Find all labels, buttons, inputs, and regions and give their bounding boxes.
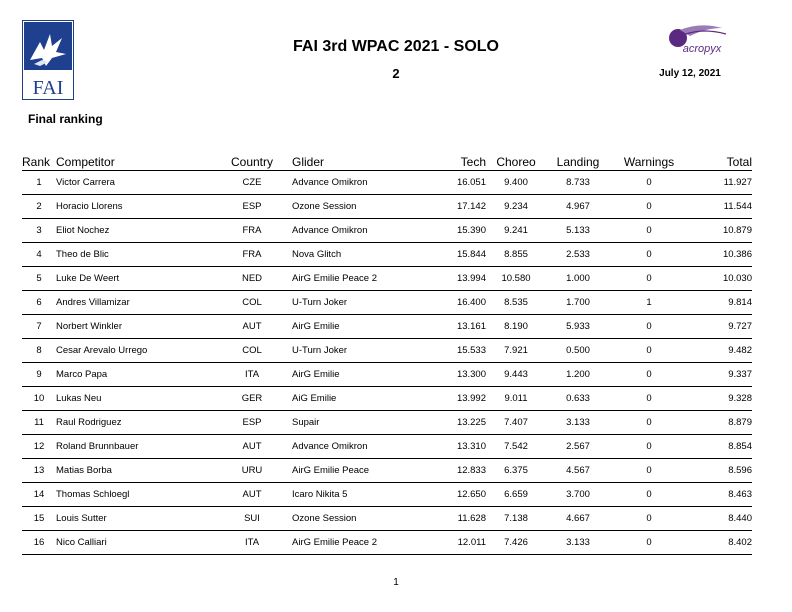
- ranking-body: [22, 171, 752, 555]
- table-row: [22, 411, 752, 435]
- cell-competitor: Marco Papa: [56, 363, 212, 387]
- cell-choreo: 7.138: [486, 507, 546, 531]
- cell-warnings: 0: [610, 507, 688, 531]
- cell-tech: 12.650: [408, 483, 486, 507]
- col-header-competitor: Competitor: [56, 155, 212, 171]
- cell-warnings: 0: [610, 315, 688, 339]
- cell-warnings: 0: [610, 435, 688, 459]
- table-row: [22, 219, 752, 243]
- cell-warnings: 0: [610, 339, 688, 363]
- cell-tech: 16.051: [408, 171, 486, 195]
- cell-choreo: 7.426: [486, 531, 546, 555]
- cell-rank: 9: [22, 363, 56, 387]
- col-header-landing: Landing: [546, 155, 610, 171]
- cell-landing: 3.133: [546, 531, 610, 555]
- cell-country: ITA: [212, 363, 292, 387]
- acropyx-logo: [660, 22, 740, 62]
- cell-landing: 2.533: [546, 243, 610, 267]
- cell-tech: 13.310: [408, 435, 486, 459]
- cell-tech: 12.011: [408, 531, 486, 555]
- cell-country: ESP: [212, 195, 292, 219]
- cell-glider: AirG Emilie Peace 2: [292, 267, 408, 291]
- cell-choreo: 6.659: [486, 483, 546, 507]
- cell-total: 8.879: [688, 411, 752, 435]
- cell-landing: 4.967: [546, 195, 610, 219]
- cell-landing: 5.933: [546, 315, 610, 339]
- cell-warnings: 0: [610, 411, 688, 435]
- cell-rank: 15: [22, 507, 56, 531]
- cell-warnings: 0: [610, 171, 688, 195]
- col-header-total: Total: [688, 155, 752, 171]
- cell-glider: AirG Emilie Peace: [292, 459, 408, 483]
- cell-glider: Ozone Session: [292, 195, 408, 219]
- cell-competitor: Louis Sutter: [56, 507, 212, 531]
- cell-total: 8.854: [688, 435, 752, 459]
- acropyx-logo-text: acropyx: [682, 43, 722, 55]
- cell-competitor: Norbert Winkler: [56, 315, 212, 339]
- fai-logo: [22, 20, 74, 100]
- cell-tech: 13.992: [408, 387, 486, 411]
- cell-total: 8.402: [688, 531, 752, 555]
- fai-logo-text: FAI: [32, 77, 64, 99]
- cell-glider: U-Turn Joker: [292, 291, 408, 315]
- cell-rank: 8: [22, 339, 56, 363]
- cell-rank: 6: [22, 291, 56, 315]
- cell-warnings: 0: [610, 267, 688, 291]
- round-number: 2: [392, 66, 400, 81]
- cell-glider: Supair: [292, 411, 408, 435]
- cell-country: AUT: [212, 315, 292, 339]
- cell-country: SUI: [212, 507, 292, 531]
- cell-total: 9.727: [688, 315, 752, 339]
- table-row: [22, 267, 752, 291]
- cell-rank: 3: [22, 219, 56, 243]
- col-header-glider: Glider: [292, 155, 408, 171]
- cell-tech: 17.142: [408, 195, 486, 219]
- cell-rank: 5: [22, 267, 56, 291]
- cell-glider: AirG Emilie: [292, 315, 408, 339]
- cell-total: 10.030: [688, 267, 752, 291]
- cell-competitor: Nico Calliari: [56, 531, 212, 555]
- cell-glider: AirG Emilie Peace 2: [292, 531, 408, 555]
- table-row: [22, 531, 752, 555]
- cell-tech: 15.844: [408, 243, 486, 267]
- cell-glider: Nova Glitch: [292, 243, 408, 267]
- cell-total: 11.544: [688, 195, 752, 219]
- cell-landing: 1.200: [546, 363, 610, 387]
- cell-competitor: Victor Carrera: [56, 171, 212, 195]
- cell-competitor: Thomas Schloegl: [56, 483, 212, 507]
- cell-choreo: 9.400: [486, 171, 546, 195]
- cell-rank: 1: [22, 171, 56, 195]
- cell-competitor: Matias Borba: [56, 459, 212, 483]
- cell-total: 8.596: [688, 459, 752, 483]
- cell-choreo: 8.855: [486, 243, 546, 267]
- cell-warnings: 1: [610, 291, 688, 315]
- cell-glider: Advance Omikron: [292, 171, 408, 195]
- cell-rank: 7: [22, 315, 56, 339]
- cell-competitor: Raul Rodriguez: [56, 411, 212, 435]
- cell-competitor: Andres Villamizar: [56, 291, 212, 315]
- cell-warnings: 0: [610, 531, 688, 555]
- cell-rank: 13: [22, 459, 56, 483]
- cell-landing: 3.133: [546, 411, 610, 435]
- cell-country: COL: [212, 291, 292, 315]
- cell-landing: 0.633: [546, 387, 610, 411]
- cell-choreo: 7.921: [486, 339, 546, 363]
- col-header-choreo: Choreo: [486, 155, 546, 171]
- table-row: [22, 483, 752, 507]
- cell-country: COL: [212, 339, 292, 363]
- cell-landing: 5.133: [546, 219, 610, 243]
- cell-warnings: 0: [610, 387, 688, 411]
- table-row: [22, 315, 752, 339]
- cell-landing: 2.567: [546, 435, 610, 459]
- cell-choreo: 9.011: [486, 387, 546, 411]
- cell-competitor: Theo de Blic: [56, 243, 212, 267]
- cell-tech: 12.833: [408, 459, 486, 483]
- cell-tech: 11.628: [408, 507, 486, 531]
- cell-glider: Advance Omikron: [292, 435, 408, 459]
- page-number: 1: [393, 577, 399, 588]
- table-row: [22, 435, 752, 459]
- cell-choreo: 9.241: [486, 219, 546, 243]
- cell-total: 8.440: [688, 507, 752, 531]
- table-row: [22, 339, 752, 363]
- cell-country: NED: [212, 267, 292, 291]
- cell-competitor: Luke De Weert: [56, 267, 212, 291]
- cell-warnings: 0: [610, 219, 688, 243]
- cell-rank: 4: [22, 243, 56, 267]
- cell-tech: 13.225: [408, 411, 486, 435]
- cell-glider: AirG Emilie: [292, 363, 408, 387]
- table-header-row: [22, 155, 752, 171]
- cell-tech: 13.994: [408, 267, 486, 291]
- cell-rank: 12: [22, 435, 56, 459]
- cell-choreo: 6.375: [486, 459, 546, 483]
- cell-rank: 2: [22, 195, 56, 219]
- cell-warnings: 0: [610, 459, 688, 483]
- cell-rank: 10: [22, 387, 56, 411]
- cell-choreo: 7.407: [486, 411, 546, 435]
- cell-country: AUT: [212, 435, 292, 459]
- col-header-warnings: Warnings: [610, 155, 688, 171]
- cell-landing: 1.000: [546, 267, 610, 291]
- cell-rank: 14: [22, 483, 56, 507]
- section-title: Final ranking: [28, 112, 103, 126]
- cell-total: 9.337: [688, 363, 752, 387]
- cell-glider: AiG Emilie: [292, 387, 408, 411]
- cell-landing: 0.500: [546, 339, 610, 363]
- table-row: [22, 291, 752, 315]
- cell-warnings: 0: [610, 243, 688, 267]
- cell-tech: 13.161: [408, 315, 486, 339]
- cell-tech: 13.300: [408, 363, 486, 387]
- cell-tech: 16.400: [408, 291, 486, 315]
- cell-landing: 4.667: [546, 507, 610, 531]
- cell-glider: Advance Omikron: [292, 219, 408, 243]
- cell-landing: 3.700: [546, 483, 610, 507]
- cell-total: 10.386: [688, 243, 752, 267]
- cell-tech: 15.390: [408, 219, 486, 243]
- cell-warnings: 0: [610, 195, 688, 219]
- cell-country: FRA: [212, 219, 292, 243]
- cell-country: GER: [212, 387, 292, 411]
- cell-total: 9.482: [688, 339, 752, 363]
- col-header-tech: Tech: [408, 155, 486, 171]
- cell-total: 8.463: [688, 483, 752, 507]
- cell-competitor: Lukas Neu: [56, 387, 212, 411]
- cell-competitor: Horacio Llorens: [56, 195, 212, 219]
- cell-landing: 4.567: [546, 459, 610, 483]
- cell-total: 10.879: [688, 219, 752, 243]
- cell-rank: 11: [22, 411, 56, 435]
- cell-total: 9.814: [688, 291, 752, 315]
- cell-country: ITA: [212, 531, 292, 555]
- cell-warnings: 0: [610, 483, 688, 507]
- table-row: [22, 243, 752, 267]
- cell-landing: 8.733: [546, 171, 610, 195]
- ranking-table: [22, 155, 752, 555]
- cell-choreo: 8.190: [486, 315, 546, 339]
- cell-country: AUT: [212, 483, 292, 507]
- cell-country: FRA: [212, 243, 292, 267]
- cell-glider: U-Turn Joker: [292, 339, 408, 363]
- cell-country: ESP: [212, 411, 292, 435]
- col-header-country: Country: [212, 155, 292, 171]
- cell-total: 11.927: [688, 171, 752, 195]
- cell-rank: 16: [22, 531, 56, 555]
- col-header-rank: Rank: [22, 155, 56, 171]
- table-row: [22, 459, 752, 483]
- cell-choreo: 8.535: [486, 291, 546, 315]
- cell-total: 9.328: [688, 387, 752, 411]
- cell-country: CZE: [212, 171, 292, 195]
- cell-competitor: Cesar Arevalo Urrego: [56, 339, 212, 363]
- table-row: [22, 363, 752, 387]
- cell-choreo: 9.443: [486, 363, 546, 387]
- table-row: [22, 171, 752, 195]
- cell-choreo: 10.580: [486, 267, 546, 291]
- cell-landing: 1.700: [546, 291, 610, 315]
- cell-competitor: Eliot Nochez: [56, 219, 212, 243]
- cell-country: URU: [212, 459, 292, 483]
- page-title: FAI 3rd WPAC 2021 - SOLO: [293, 38, 499, 55]
- cell-glider: Ozone Session: [292, 507, 408, 531]
- table-row: [22, 195, 752, 219]
- table-row: [22, 507, 752, 531]
- cell-choreo: 7.542: [486, 435, 546, 459]
- cell-competitor: Roland Brunnbauer: [56, 435, 212, 459]
- cell-tech: 15.533: [408, 339, 486, 363]
- cell-glider: Icaro Nikita 5: [292, 483, 408, 507]
- event-date: July 12, 2021: [659, 68, 721, 79]
- table-row: [22, 387, 752, 411]
- cell-choreo: 9.234: [486, 195, 546, 219]
- cell-warnings: 0: [610, 363, 688, 387]
